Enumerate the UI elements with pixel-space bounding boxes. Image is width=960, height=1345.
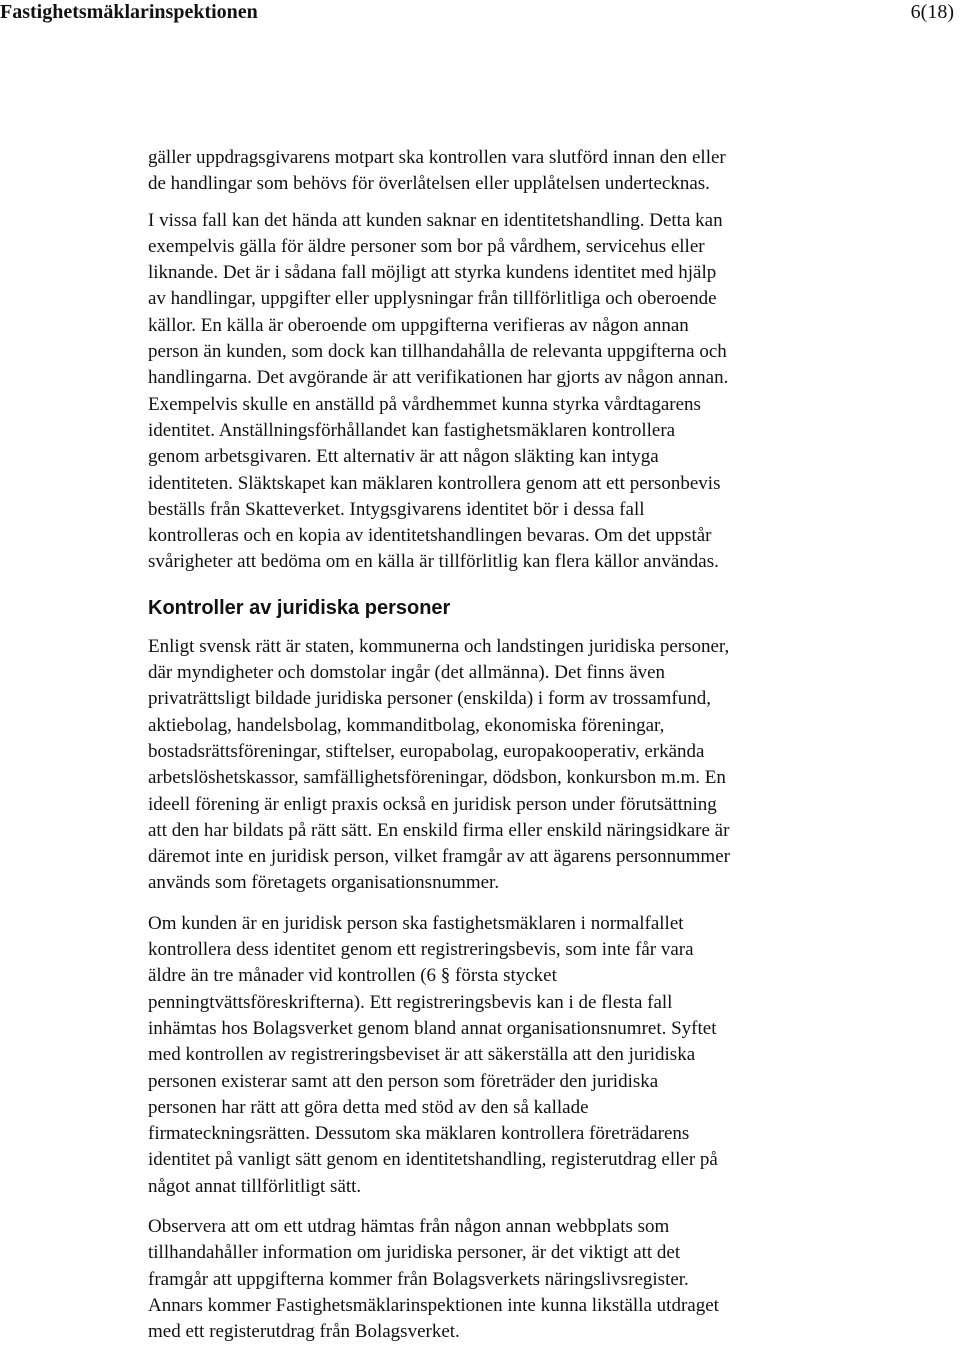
text-line: bostadsrättsföreningar, stiftelser, europabolag, europakooperativ, erkända	[148, 740, 705, 762]
text-line: av handlingar, uppgifter eller upplysningar från tillförlitliga och oberoende	[148, 288, 717, 310]
text-line: framgår att uppgifterna kommer från Bolagsverkets näringslivsregister.	[148, 1268, 689, 1290]
text-line: Om kunden är en juridisk person ska fastighetsmäklaren i normalfallet	[148, 912, 684, 934]
text-line: kontrollera dess identitet genom ett registreringsbevis, som inte får vara	[148, 939, 694, 961]
external-extract-paragraph	[148, 1214, 868, 1345]
text-line: gäller uppdragsgivarens motpart ska kontrollen vara slutförd innan den eller	[148, 147, 726, 168]
text-line: där myndigheter och domstolar ingår (det allmänna). Det finns även	[148, 662, 666, 684]
header-page-number: 6(18)	[910, 1, 954, 23]
text-line: penningtvättsföreskrifterna). Ett registreringsbevis kan i de flesta fall	[148, 991, 673, 1013]
text-line: Annars kommer Fastighetsmäklarinspektionen inte kunna likställa utdraget	[148, 1294, 719, 1316]
text-line: kontrolleras och en kopia av identitetshandlingen bevaras. Om det uppstår	[148, 525, 712, 547]
text-line: med kontrollen av registreringsbeviset är att säkerställa att den juridiska	[148, 1044, 696, 1066]
text-line: exempelvis gälla för äldre personer som bor på vårdhem, servicehus eller	[148, 235, 705, 257]
text-line: tillhandahåller information om juridiska personer, är det viktigt att det	[148, 1242, 681, 1264]
text-line: identiteten. Släktskapet kan mäklaren kontrollera genom att ett personbevis	[148, 472, 721, 494]
text-line: äldre än tre månader vid kontrollen (6 § första stycket	[148, 965, 557, 987]
text-line: används som företagets organisationsnummer.	[148, 872, 500, 894]
registration-certificate-paragraph	[148, 911, 868, 1200]
text-line: svårigheter att bedöma om en källa är tillförlitlig kan flera källor användas.	[148, 551, 719, 573]
text-line: däremot inte en juridisk person, vilket framgår av att ägarens personnummer	[148, 846, 730, 868]
text-line: något annat tillförlitligt sätt.	[148, 1175, 362, 1197]
text-line: I vissa fall kan det hända att kunden saknar en identitetshandling. Detta kan	[148, 209, 723, 231]
text-line: identitet på vanligt sätt genom en identitetshandling, registerutdrag eller på	[148, 1149, 718, 1171]
text-line: arbetslöshetskassor, samfällighetsföreningar, dödsbon, konkursbon m.m. En	[148, 767, 726, 789]
text-line: inhämtas hos Bolagsverket genom bland annat organisationsnumret. Syftet	[148, 1017, 717, 1039]
text-line: person än kunden, som dock kan tillhandahålla de relevanta uppgifterna och	[148, 341, 727, 363]
text-line: handlingarna. Det avgörande är att verifikationen har gjorts av någon annan.	[148, 367, 729, 389]
text-line: aktiebolag, handelsbolag, kommanditbolag, ekonomiska föreningar,	[148, 714, 665, 736]
text-line: att den har bildats på rätt sätt. En enskild firma eller enskild näringsidkare är	[148, 819, 730, 841]
text-line: firmateckningsrätten. Dessutom ska mäklaren kontrollera företrädarens	[148, 1123, 690, 1145]
section-heading: Kontroller av juridiska personer	[148, 596, 451, 619]
text-line: personen existerar samt att den person som företräder den juridiska	[148, 1070, 659, 1092]
text-line: de handlingar som behövs för överlåtelsen eller upplåtelsen undertecknas.	[148, 173, 710, 195]
text-line: med ett registerutdrag från Bolagsverket.	[148, 1321, 460, 1343]
text-line: ideell förening är enligt praxis också en juridisk person under förutsättning	[148, 793, 717, 815]
text-line: genom arbetsgivaren. Ett alternativ är att någon släkting kan intyga	[148, 446, 659, 468]
header-org-name: Fastighetsmäklarinspektionen	[0, 1, 258, 23]
text-line: Observera att om ett utdrag hämtas från någon annan webbplats som	[148, 1215, 670, 1237]
missing-id-paragraph	[148, 208, 868, 576]
text-line: identitet. Anställningsförhållandet kan fastighetsmäklaren kontrollera	[148, 419, 676, 441]
legal-persons-paragraph	[148, 634, 868, 897]
text-line: personen har rätt att göra detta med stöd av den så kallade	[148, 1096, 589, 1118]
text-line: Exempelvis skulle en anställd på vårdhemmet kunna styrka vårdtagarens	[148, 393, 701, 415]
text-line: privaträttsligt bildade juridiska personer (enskilda) i form av trossamfund,	[148, 688, 711, 710]
text-line: Enligt svensk rätt är staten, kommunerna och landstingen juridiska personer,	[148, 635, 730, 657]
continued-paragraph	[148, 145, 868, 198]
text-line: liknande. Det är i sådana fall möjligt att styrka kundens identitet med hjälp	[148, 262, 717, 284]
text-line: beställs från Skatteverket. Intygsgivarens identitet bör i dessa fall	[148, 498, 645, 520]
document-body	[148, 145, 868, 1345]
page-header	[0, 0, 960, 26]
text-line: källor. En källa är oberoende om uppgifterna verifieras av någon annan	[148, 314, 689, 336]
